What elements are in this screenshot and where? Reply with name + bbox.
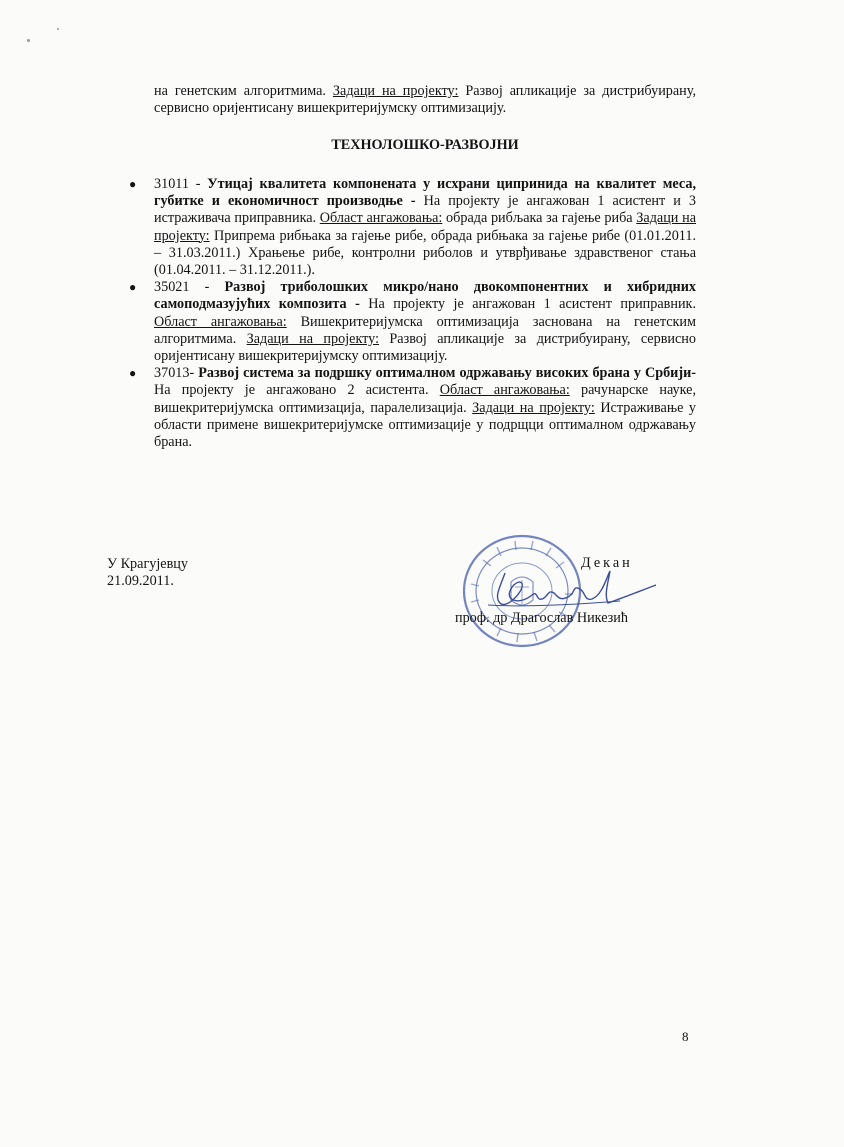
project-item: ● 31011 - Утицај квалитета компонената у исхрани ципринида на квалитет меса, губитке и економичност производње - На пројекту је ангажован 1 асистент и 3 истраживача приправника. Област ангажовања: обрада рибљака за гајење риба Задаци на пројекту: Припрема рибњака за гајење рибе, обрада рибњака за гајење рибе (01.01.2011. – 31.03.2011.) Храњење рибе, контролни риболов и утврђивање здравственог стања (01.04.2011. – 31.12.2011.). [129,176,696,279]
tasks-label: Задаци на пројекту: [154,210,696,244]
place-date-block [107,556,188,590]
area-label: Област ангажовања: [319,210,443,227]
project-title: Развој триболошких микро/нано двокомпонентних и хибридних самоподмазујућих композита - [154,279,696,313]
dean-title: Декан [581,555,633,571]
signature-icon [480,565,660,615]
project-code: 31011 - [154,176,208,192]
tasks-label: Задаци на пројекту: [332,83,459,99]
project-code: 37013- [154,365,199,382]
date-label: 21.09.2011. [107,573,174,589]
page-number: 8 [682,1029,689,1044]
tasks-label: Задаци на пројекту: [246,330,380,347]
project-list [129,176,696,451]
continuation-paragraph: на генетским алгоритмима. Задаци на пројекту: Развој апликације за дистрибуирану, сервисно оријентисану вишекритеријумску оптимизацију. [154,83,696,117]
dean-name: проф. др Драгослав Никезић [455,610,628,626]
bullet-icon: ● [129,177,137,191]
project-title: Утицај квалитета компонената у исхрани ципринида на квалитет меса, губитке и економичност производње - [154,176,696,210]
bullet-icon: ● [129,366,137,381]
scan-speck [57,28,59,30]
area-label: Област ангажовања: [154,313,287,330]
scan-speck [27,39,30,42]
section-heading: ТЕХНОЛОШКО-РАЗВОЈНИ [331,137,519,153]
tasks-label: Задаци на пројекту: [472,399,595,416]
bullet-icon: ● [129,280,137,295]
project-item: ● 37013- Развој система за подршку оптималном одржавању високих брана у Србији- На пројекту је ангажовано 2 асистента. Област ангажовања: рачунарске науке, вишекритеријумска оптимизација, паралелизација. Задаци на пројекту: Истраживање у области примене вишекритеријумске оптимизације у подрщци оптималном одржавању брана. [129,365,696,451]
project-code: 35021 - [154,279,225,296]
place-label: У Крагујевцу [107,556,188,572]
project-item: ● 35021 - Развој триболошких микро/нано двокомпонентних и хибридних самоподмазујућих композита - На пројекту је ангажован 1 асистент приправник. Област ангажовања: Вишекритеријумска оптимизација заснована на генетским алгоритмима. Задаци на пројекту: Развој апликације за дистрибуирану, сервисно оријентисану вишекритеријумску оптимизацију. [129,279,696,365]
project-title: Развој система за подршку оптималном одржавању високих брана у Србији- [198,365,696,382]
area-label: Област ангажовања: [439,382,570,399]
